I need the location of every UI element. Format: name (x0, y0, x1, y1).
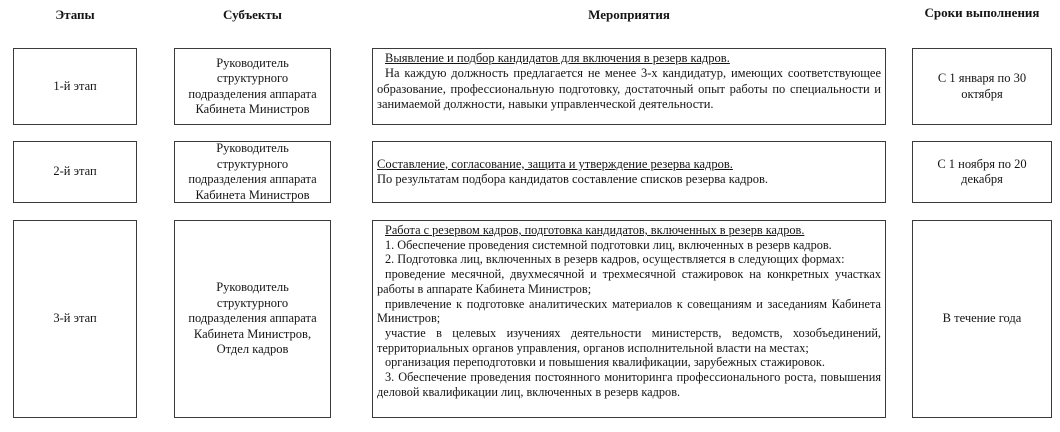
subject-label: Руководитель структурного подразделения аппарата Кабинета Министров (188, 141, 317, 202)
stage-cell-3 (13, 220, 137, 418)
column-header-subjects: Субъекты (223, 7, 282, 22)
deadline-label: С 1 января по 30 октября (937, 71, 1027, 101)
stage-cell-1 (13, 48, 137, 125)
subject-label: Руководитель структурного подразделения аппарата Кабинета Министров, Отдел кадров (188, 280, 317, 357)
subject-cell-2 (174, 141, 331, 203)
activity-cell-1 (372, 48, 886, 125)
stage-label: 2-й этап (53, 164, 97, 179)
activity-title: Составление, согласование, защита и утверждение резерва кадров. (377, 156, 733, 171)
activity-paragraph: 1. Обеспечение проведения системной подготовки лиц, включенных в резерв кадров. (385, 237, 832, 252)
column-header-activities: Мероприятия (588, 7, 670, 22)
stage-label: 1-й этап (53, 78, 97, 93)
activity-paragraph: 3. Обеспечение проведения постоянного мониторинга профессионального роста, повышения деловой квалификации лиц, включенных в резерв кадров. (377, 370, 881, 399)
deadline-cell-1 (912, 48, 1052, 125)
deadline-label: С 1 ноября по 20 декабря (937, 156, 1027, 186)
deadline-cell-2 (912, 141, 1052, 203)
deadline-label: В течение года (942, 311, 1022, 326)
stage-label: 3-й этап (53, 311, 97, 326)
activity-paragraph: По результатам подбора кандидатов составление списков резерва кадров. (377, 172, 769, 186)
deadline-cell-3 (912, 220, 1052, 418)
subject-label: Руководитель структурного подразделения аппарата Кабинета Министров (188, 55, 317, 116)
activity-paragraph: 2. Подготовка лиц, включенных в резерв кадров, осуществляется в следующих формах: (385, 252, 845, 267)
column-header-deadline: Сроки выполнения (924, 5, 1040, 20)
subject-cell-1 (174, 48, 331, 125)
activity-paragraph: привлечение к подготовке аналитических материалов к совещаниям и заседаниям Кабинета Министров; (377, 296, 881, 326)
activity-cell-3 (372, 220, 886, 418)
stage-cell-2 (13, 141, 137, 203)
activity-paragraph: участие в целевых изучениях деятельности министерств, ведомств, хозобъединений, территориальных органов управления, органов исполнительной власти на местах; (377, 325, 881, 355)
column-header-stages: Этапы (55, 7, 95, 22)
activity-paragraph: организация переподготовки и повышения квалификации, зарубежных стажировок. (385, 355, 825, 370)
activity-cell-2 (372, 141, 886, 203)
activity-paragraph: На каждую должность предлагается не менее 3-х кандидатур, имеющих соответствующее образование, профессиональную подготовку, достаточный опыт работы по специальности и занимаемой должности, навыки управленческой деятельности. (377, 66, 881, 111)
activity-paragraph: проведение месячной, двухмесячной и трехмесячной стажировок на конкретных участках работы в аппарате Кабинета Министров; (377, 267, 881, 296)
activity-title: Работа с резервом кадров, подготовка кандидатов, включенных в резерв кадров. (385, 223, 805, 237)
subject-cell-3 (174, 220, 331, 418)
activity-title: Выявление и подбор кандидатов для включения в резерв кадров. (385, 51, 730, 65)
